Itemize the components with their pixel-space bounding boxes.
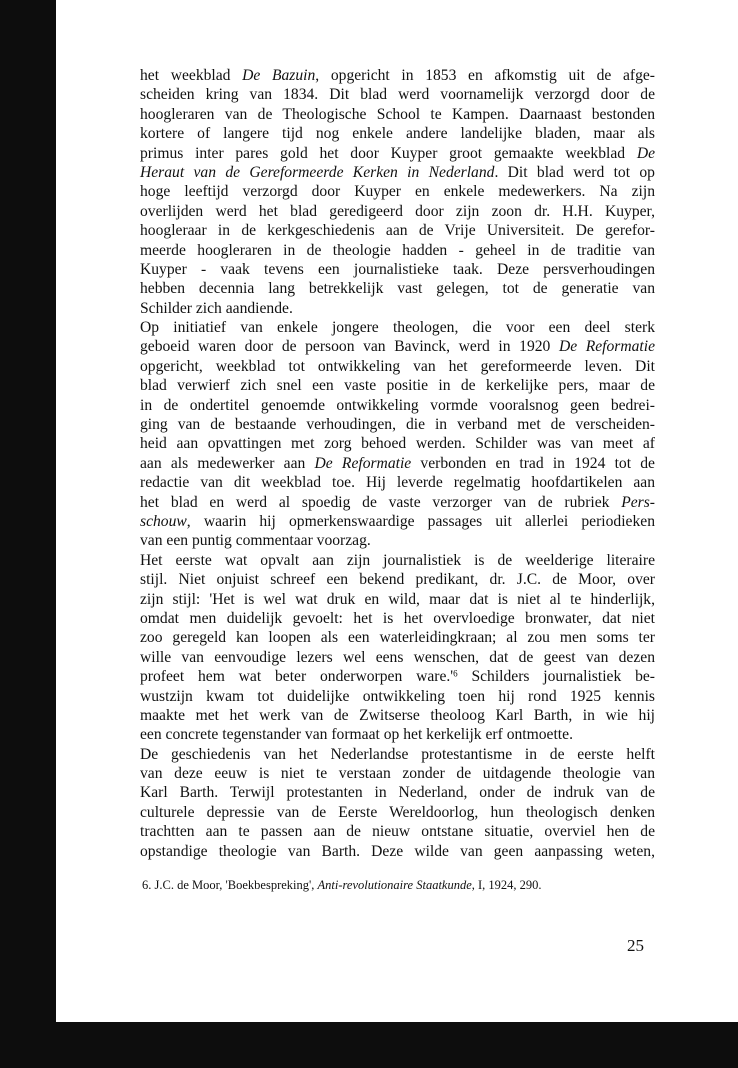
text-line: maakte met het werk van de Zwitserse theoloog Karl Barth, in wie hij — [140, 706, 655, 724]
text-line: hoogleraar in de kerkgeschiedenis aan de Vrije Universiteit. De gerefor- — [140, 222, 655, 240]
paragraph — [140, 66, 655, 318]
text-line: kortere of langere tijd nog enkele andere landelijke bladen, maar als — [140, 125, 655, 143]
text-line: van deze eeuw is niet te verstaan zonder de uitdagende theologie van — [140, 765, 655, 783]
text-line: Karl Barth. Terwijl protestanten in Nederland, onder de indruk van de — [140, 784, 655, 802]
paragraph — [140, 745, 655, 861]
text-line: hoge leeftijd verzorgd door Kuyper en enkele medewerkers. Na zijn — [140, 183, 655, 201]
text-line: opgericht, weekblad tot ontwikkeling van het gereformeerde leven. Dit — [140, 357, 655, 375]
text-line: overlijden werd het blad geredigeerd door zijn zoon dr. H.H. Kuyper, — [140, 202, 655, 220]
text-line: van een puntig commentaar voorzag. — [140, 532, 371, 550]
text-line: blad verwierf zich snel een vaste positie in de kerkelijke pers, maar de — [140, 377, 655, 395]
text-line: ging van de bestaande verhoudingen, die in verband met de verscheiden- — [140, 416, 655, 434]
text-line: schouw, waarin hij opmerkenswaardige passages uit allerlei periodieken — [140, 512, 655, 530]
footnote: 6. J.C. de Moor, 'Boekbespreking', Anti-revolutionaire Staatkunde, I, 1924, 290. — [142, 878, 542, 892]
text-line: wustzijn kwam tot duidelijke ontwikkeling toen hij rond 1925 kennis — [140, 687, 655, 705]
paragraph — [140, 551, 655, 745]
text-line: De geschiedenis van het Nederlandse protestantisme in de eerste helft — [140, 745, 655, 763]
text-line: het weekblad De Bazuin, opgericht in 1853 en afkomstig uit de afge- — [140, 67, 655, 84]
text-line: redactie van dit weekblad toe. Hij leverde regelmatig hoofdartikelen aan — [140, 474, 655, 492]
text-line: trachtten aan te passen aan de nieuw ontstane situatie, overviel hen de — [140, 823, 655, 841]
paragraph — [140, 318, 655, 551]
text-line: zoo geregeld kan loopen als een waterleidingkraan; al zou men soms ter — [140, 629, 655, 647]
text-line: een concrete tegenstander van formaat op het kerkelijk erf ontmoette. — [140, 726, 573, 744]
text-line: opstandige theologie van Barth. Deze wilde van geen aanpassing weten, — [140, 842, 655, 860]
text-line: primus inter pares gold het door Kuyper groot gemaakte weekblad De — [140, 144, 655, 162]
text-line: geboeid waren door de persoon van Bavinck, werd in 1920 De Reformatie — [140, 338, 656, 356]
text-line: het blad en werd al spoedig de vaste verzorger van de rubriek Pers- — [140, 493, 655, 511]
text-line: Op initiatief van enkele jongere theologen, die voor een deel sterk — [140, 319, 655, 337]
text-line: heid aan opvattingen met zorg behoed werden. Schilder was van meet af — [140, 435, 655, 453]
footnote-ref: 6 — [453, 668, 458, 679]
text-line: scheiden kring van 1834. Dit blad werd voornamelijk verzorgd door de — [140, 86, 655, 104]
text-line: hoogleraren van de Theologische School te Kampen. Daarnaast bestonden — [140, 105, 655, 123]
text-line: Het eerste wat opvalt aan zijn journalistiek is de weelderige literaire — [140, 551, 655, 569]
body-text — [140, 66, 655, 861]
text-line: culturele depressie van de Eerste Wereldoorlog, hun theologisch denken — [140, 803, 655, 821]
text-line: Heraut van de Gereformeerde Kerken in Nederland. Dit blad werd tot op — [140, 163, 655, 181]
text-line: aan als medewerker aan De Reformatie verbonden en trad in 1924 tot de — [140, 454, 655, 472]
text-line: meerde hoogleraren in de theologie hadden - geheel in de traditie van — [140, 241, 655, 259]
text-line: zijn stijl: 'Het is wel wat druk en wild, maar dat is niet al te hinderlijk, — [140, 590, 655, 608]
text-line: profeet hem wat beter onderworpen $ware.'^6$ Schilders journalistiek be- — [140, 668, 655, 686]
text-line: omdat men duidelijk gevoelt: het is het overvloedige bronwater, dat niet — [140, 609, 655, 627]
text-line: in de ondertitel genoemde ontwikkeling vormde vooralsnog geen bedrei- — [140, 396, 655, 414]
page-number: 25 — [627, 936, 644, 955]
text-line: wille van eenvoudige lezers wel eens wenschen, dat de geest van dezen — [140, 648, 655, 666]
scan-border-bottom — [0, 1022, 738, 1068]
text-line: stijl. Niet onjuist schreef een bekend predikant, dr. J.C. de Moor, over — [140, 571, 655, 589]
text-line: Schilder zich aandiende. — [140, 299, 293, 317]
text-line: Kuyper - vaak tevens een journalistieke taak. Deze persverhoudingen — [140, 260, 655, 278]
text-line: hebben decennia lang betrekkelijk vast gelegen, tot de generatie van — [140, 280, 655, 298]
scan-border-left — [0, 0, 56, 1068]
